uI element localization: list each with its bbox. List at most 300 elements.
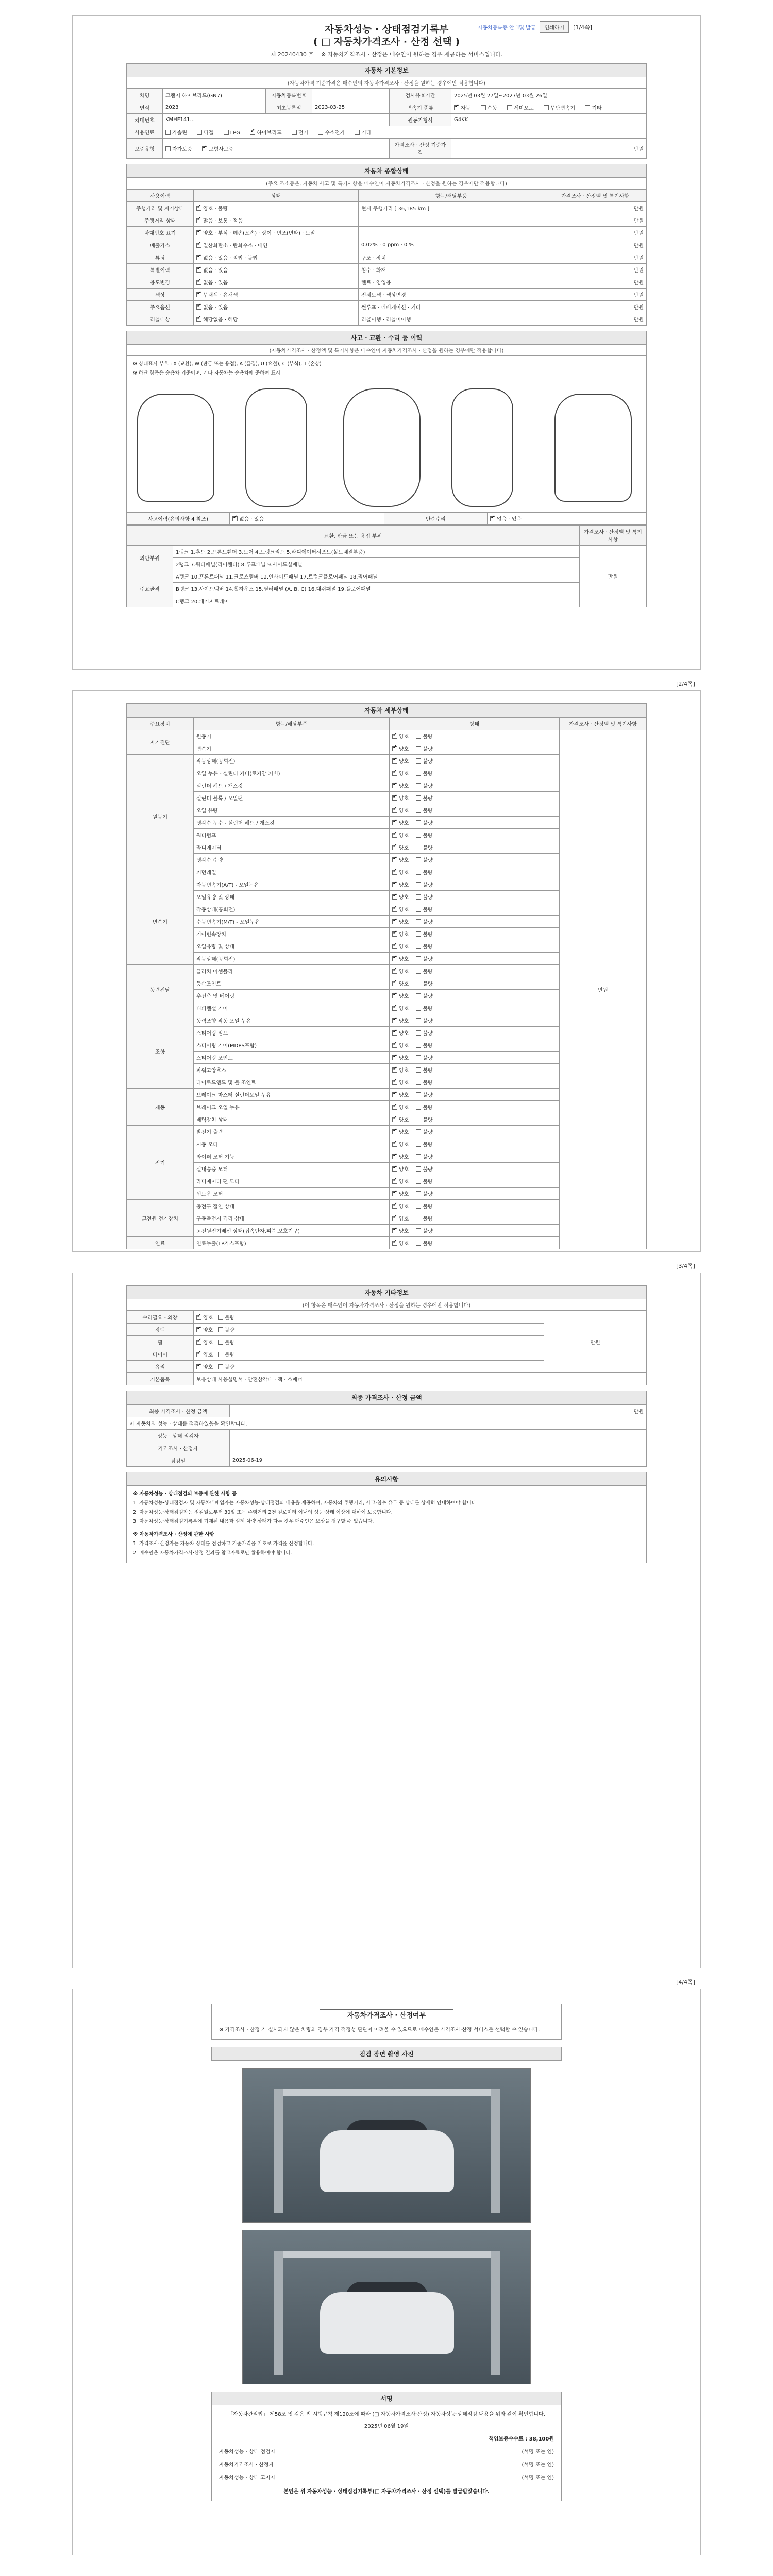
status-col-item: 사용이력 bbox=[127, 190, 194, 202]
checkbox-icon[interactable] bbox=[232, 516, 238, 521]
checkbox-icon[interactable] bbox=[392, 845, 397, 850]
table-row: 리콜대상 ✔ 해당없음 · 해당 리콜이행 · 리콜미이행 만원 bbox=[127, 313, 647, 326]
rankB-parts: B랭크 13.사이드멤버 14.휠하우스 15.필러패널 (A, B, C) 16.대쉬패널 19.플로어패널 bbox=[173, 583, 580, 595]
checkbox-icon[interactable] bbox=[392, 1142, 397, 1147]
checkbox-icon[interactable] bbox=[416, 845, 421, 850]
table-row: 주행거리 및 계기상태 ✔ 양호 · 불량 현재 주행거리 [ 36,185 km ] 만원 bbox=[127, 202, 647, 214]
checkbox-icon[interactable] bbox=[416, 1191, 421, 1196]
inspection-photo-rear bbox=[242, 2230, 531, 2384]
fee-label: 책임보증수수료 bbox=[489, 2436, 524, 2442]
detail-item-state: ✔ 양호 불량 bbox=[390, 1237, 560, 1249]
detail-item-label: 작동상태(공회전) bbox=[194, 953, 390, 965]
checkbox-icon[interactable] bbox=[196, 304, 201, 310]
summary-table bbox=[126, 1404, 647, 1467]
detail-item-state: ✔ 양호 불량 bbox=[390, 730, 560, 742]
checkbox-icon[interactable] bbox=[416, 758, 421, 764]
inspect-date-label: 점검일 bbox=[127, 1454, 230, 1467]
checkbox-icon[interactable] bbox=[416, 1067, 421, 1073]
seal-text: (서명 또는 인) bbox=[522, 2462, 554, 2468]
detail-item-label: 배력장치 상태 bbox=[194, 1113, 390, 1126]
vin-value: KMHF141... bbox=[163, 114, 390, 126]
detail-item-label: 자동변속기(A/T) - 오일누유 bbox=[194, 878, 390, 891]
detail-item-label: 실린더 블록 / 오일팬 bbox=[194, 792, 390, 804]
plate-value bbox=[312, 89, 390, 101]
report-page-4 bbox=[72, 1979, 701, 2555]
checker-value bbox=[230, 1430, 647, 1442]
checkbox-icon[interactable] bbox=[416, 1216, 421, 1221]
checkbox-icon[interactable] bbox=[392, 758, 397, 764]
caution-paragraph: 3. 자동차성능·상태점검기록부에 기재된 내용과 실제 차량 상태가 다른 경우 매수인은 보상을 청구할 수 있습니다. bbox=[133, 1519, 374, 1524]
checkbox-icon[interactable] bbox=[416, 931, 421, 937]
detail-item-state: ✔ 양호 불량 bbox=[390, 755, 560, 767]
other-info-table bbox=[126, 1311, 647, 1385]
detail-item-label: 오일 유량 bbox=[194, 804, 390, 817]
top-toolbar bbox=[478, 21, 592, 33]
detail-item-label: 와이퍼 모터 기능 bbox=[194, 1150, 390, 1163]
detail-item-label: 냉각수 누수 - 실린더 헤드 / 개스킷 bbox=[194, 817, 390, 829]
detail-item-state: ✔ 양호 불량 bbox=[390, 1052, 560, 1064]
checkbox-icon[interactable] bbox=[392, 1080, 397, 1085]
consent-title: 자동차가격조사 · 산정여부 bbox=[320, 2009, 453, 2022]
detail-item-label: 커먼레일 bbox=[194, 866, 390, 878]
checkbox-icon[interactable] bbox=[392, 1166, 397, 1172]
detail-item-label: 충전구 절연 상태 bbox=[194, 1200, 390, 1212]
summary-head: 최종 가격조사 · 산정 금액 bbox=[126, 1391, 647, 1404]
table-row: 휠 ✔ 양호 불량 bbox=[127, 1336, 647, 1348]
checkbox-icon[interactable] bbox=[318, 130, 323, 135]
detail-item-state: ✔ 양호 불량 bbox=[390, 1113, 560, 1126]
detail-item-label: 클러치 어셈블리 bbox=[194, 965, 390, 977]
checkbox-icon[interactable] bbox=[416, 956, 421, 961]
detail-group-label: 동력전달 bbox=[127, 965, 194, 1014]
checkbox-icon[interactable] bbox=[392, 1204, 397, 1209]
checkbox-icon[interactable] bbox=[392, 931, 397, 937]
checkbox-icon[interactable] bbox=[416, 820, 421, 825]
status-head: 자동차 종합상태 bbox=[126, 164, 647, 178]
table-row: 수리필요 - 외장 ✔ 양호 불량 만원 bbox=[127, 1311, 647, 1324]
checkbox-icon[interactable] bbox=[392, 944, 397, 949]
detail-item-state: ✔ 양호 불량 bbox=[390, 878, 560, 891]
page-number: [4/4쪽] bbox=[676, 1979, 695, 1986]
rankC-parts: C랭크 20.패키지트레이 bbox=[173, 595, 580, 607]
validity-label: 검사유효기간 bbox=[390, 89, 451, 101]
detail-item-state: ✔ 양호 불량 bbox=[390, 1039, 560, 1052]
simple-repair-options: 없음 · 있음 bbox=[497, 517, 522, 522]
table-row: 유리 ✔ 양호 불량 bbox=[127, 1361, 647, 1373]
page-number: [3/4쪽] bbox=[676, 1263, 695, 1269]
detail-item-state: ✔ 양호 불량 bbox=[390, 1002, 560, 1014]
checkbox-icon[interactable] bbox=[416, 1092, 421, 1097]
status-note: (주요 조소등은, 자동차 사고 및 특기사항을 매수인이 자동차가격조사 · 산정을 원하는 경우에만 적용합니다) bbox=[126, 178, 647, 189]
detail-item-label: 변속기 bbox=[194, 742, 390, 755]
caution-head: 유의사항 bbox=[126, 1472, 647, 1486]
checkbox-icon[interactable] bbox=[416, 1166, 421, 1172]
price-base-unit: 만원 bbox=[451, 139, 647, 159]
checkbox-icon[interactable] bbox=[165, 146, 171, 151]
car-rear-icon bbox=[451, 388, 513, 507]
first-reg-label: 최초등록일 bbox=[266, 101, 312, 114]
checkbox-icon[interactable] bbox=[392, 870, 397, 875]
detail-item-state: ✔ 양호 불량 bbox=[390, 1225, 560, 1237]
rank1-parts: 1랭크 1.후드 2.프론트휀더 3.도어 4.트렁크리드 5.라디에이터서포트(볼트체결부품) bbox=[173, 546, 580, 558]
detail-item-label: 수동변속기(M/T) - 오일누유 bbox=[194, 916, 390, 928]
checkbox-icon[interactable] bbox=[197, 130, 202, 135]
checkbox-icon[interactable] bbox=[392, 1043, 397, 1048]
checkbox-icon[interactable] bbox=[416, 833, 421, 838]
detail-item-state: ✔ 양호 불량 bbox=[390, 1089, 560, 1101]
checkbox-icon[interactable] bbox=[196, 292, 201, 297]
status-col-detail: 항목/해당부품 bbox=[359, 190, 544, 202]
checkbox-icon[interactable] bbox=[481, 105, 486, 110]
checkbox-icon[interactable] bbox=[507, 105, 512, 110]
inspect-date-value: 2025-06-19 bbox=[230, 1454, 647, 1467]
checkbox-icon[interactable] bbox=[416, 944, 421, 949]
checkbox-icon[interactable] bbox=[392, 795, 397, 801]
checkbox-icon[interactable] bbox=[392, 833, 397, 838]
accident-parts-table bbox=[126, 525, 647, 607]
detail-col-device: 주요장치 bbox=[127, 718, 194, 730]
sign-date: 2025년 06월 19일 bbox=[364, 2424, 409, 2429]
caution-title-1: ※ 자동차성능 · 상태점검의 보증에 관한 사항 등 bbox=[133, 1491, 237, 1497]
checkbox-icon[interactable] bbox=[416, 1154, 421, 1159]
detail-item-label: 스티어링 조인트 bbox=[194, 1052, 390, 1064]
parts-price-head: 가격조사 · 산정액 및 특기사항 bbox=[580, 526, 647, 546]
checkbox-icon[interactable] bbox=[416, 870, 421, 875]
checkbox-icon[interactable] bbox=[392, 808, 397, 813]
checkbox-icon[interactable] bbox=[392, 771, 397, 776]
checkbox-icon[interactable] bbox=[544, 105, 549, 110]
consent-text: ※ 가격조사 · 산정 가 실시되지 않은 차량의 경우 가격 적정성 판단이 어려울 수 있으므로 매수인은 가격조사·산정 서비스를 선택할 수 있습니다. bbox=[219, 2027, 540, 2033]
checkbox-icon[interactable] bbox=[392, 956, 397, 961]
accident-history-options: 없음 · 있음 bbox=[239, 517, 264, 522]
detail-item-state: ✔ 양호 불량 bbox=[390, 1014, 560, 1027]
rankA-parts: A랭크 10.프론트패널 11.크로스멤버 12.인사이드패널 17.트렁크플로어패널 18.리어패널 bbox=[173, 570, 580, 583]
checkbox-icon[interactable] bbox=[392, 1154, 397, 1159]
detail-item-label: 실린더 헤드 / 개스킷 bbox=[194, 779, 390, 792]
checkbox-icon[interactable] bbox=[392, 1191, 397, 1196]
detail-item-label: 오일 누유 - 실린더 커버(로커암 커버) bbox=[194, 767, 390, 779]
checkbox-icon[interactable] bbox=[416, 1055, 421, 1060]
detail-group-label: 전기 bbox=[127, 1126, 194, 1200]
checkbox-icon[interactable] bbox=[416, 1006, 421, 1011]
table-row: 광택 ✔ 양호 불량 bbox=[127, 1324, 647, 1336]
detail-item-label: 브레이크 마스터 실린더오일 누유 bbox=[194, 1089, 390, 1101]
year-label: 연식 bbox=[127, 101, 163, 114]
checkbox-icon[interactable] bbox=[218, 1364, 223, 1369]
checkbox-icon[interactable] bbox=[392, 1067, 397, 1073]
checkbox-icon[interactable] bbox=[416, 1204, 421, 1209]
checkbox-icon[interactable] bbox=[392, 1092, 397, 1097]
checkbox-icon[interactable] bbox=[392, 1241, 397, 1246]
car-name-label: 차명 bbox=[127, 89, 163, 101]
status-col-price: 가격조사 · 산정액 및 특기사항 bbox=[544, 190, 647, 202]
detail-item-label: 라디에이터 bbox=[194, 841, 390, 854]
summary-law-note: 이 자동차의 성능 · 상태를 점검하였음을 확인합니다. bbox=[127, 1417, 647, 1430]
rank2-parts: 2랭크 7.쿼터패널(리어휀더) 8.루프패널 9.사이드실패널 bbox=[173, 558, 580, 570]
checkbox-icon[interactable] bbox=[416, 993, 421, 998]
detail-item-label: 시동 모터 bbox=[194, 1138, 390, 1150]
detail-item-label: 발전기 출력 bbox=[194, 1126, 390, 1138]
checkbox-icon[interactable] bbox=[392, 857, 397, 862]
detail-group-label: 고전원 전기장치 bbox=[127, 1200, 194, 1237]
detail-item-state: ✔ 양호 불량 bbox=[390, 779, 560, 792]
checkbox-icon[interactable] bbox=[416, 1179, 421, 1184]
plate-label: 자동차등록번호 bbox=[266, 89, 312, 101]
checkbox-icon[interactable] bbox=[416, 783, 421, 788]
checkbox-icon[interactable] bbox=[218, 1352, 223, 1357]
engine-value: G4KK bbox=[451, 114, 647, 126]
checkbox-icon[interactable] bbox=[392, 1129, 397, 1134]
detail-item-state: ✔ 양호 불량 bbox=[390, 1027, 560, 1039]
checkbox-icon[interactable] bbox=[196, 267, 201, 273]
checkbox-icon[interactable] bbox=[392, 1018, 397, 1023]
consent-box bbox=[211, 2004, 562, 2040]
detail-table bbox=[126, 717, 647, 1249]
detail-item-state: ✔ 양호 불량 bbox=[390, 1101, 560, 1113]
car-side-left-icon bbox=[137, 394, 214, 502]
checkbox-icon[interactable] bbox=[416, 894, 421, 900]
role-checker: 자동차성능 · 상태 점검자 bbox=[219, 2449, 276, 2455]
caution-paragraph: 2. 자동차성능·상태점검자는 점검일로부터 30일 또는 주행거리 2천 킬로미터 이내의 성능·상태 이상에 대하여 보증합니다. bbox=[133, 1510, 393, 1515]
detail-item-label: 브레이크 오일 누유 bbox=[194, 1101, 390, 1113]
checkbox-icon[interactable] bbox=[392, 734, 397, 739]
detail-price-unit: 만원 bbox=[560, 730, 647, 1249]
checkbox-icon[interactable] bbox=[416, 795, 421, 801]
checkbox-icon[interactable] bbox=[218, 1315, 223, 1320]
detail-item-label: 작동상태(공회전) bbox=[194, 903, 390, 916]
detail-item-state: ✔ 양호 불량 bbox=[390, 891, 560, 903]
checkbox-icon[interactable] bbox=[165, 130, 171, 135]
detail-item-state: ✔ 양호 불량 bbox=[390, 990, 560, 1002]
registration-link[interactable]: 자동차등록증 안내및 발급 bbox=[477, 25, 536, 31]
checkbox-icon[interactable] bbox=[416, 882, 421, 887]
caution-paragraph: 1. 가격조사·산정자는 자동차 상태를 점검하고 기준가격을 기초로 가격을 산정합니다. bbox=[133, 1541, 314, 1547]
checkbox-icon[interactable] bbox=[490, 516, 495, 521]
table-row: 배출가스 ✔ 일산화탄소 · 탄화수소 · 매연 0.02% · 0 ppm · 0 % 만원 bbox=[127, 239, 647, 251]
checkbox-icon[interactable] bbox=[392, 919, 397, 924]
detail-group-label: 자기진단 bbox=[127, 730, 194, 755]
checkbox-icon[interactable] bbox=[196, 230, 201, 235]
detail-item-state: ✔ 양호 불량 bbox=[390, 1212, 560, 1225]
checkbox-icon[interactable] bbox=[416, 1030, 421, 1036]
checkbox-icon[interactable] bbox=[416, 981, 421, 986]
frame-label: 주요골격 bbox=[127, 570, 173, 607]
detail-item-state: ✔ 양호 불량 bbox=[390, 792, 560, 804]
checkbox-icon[interactable] bbox=[416, 1105, 421, 1110]
table-row: 주요옵션 ✔ 없음 · 있음 썬루프 · 네비게이션 · 기타 만원 bbox=[127, 301, 647, 313]
fee-value: 38,100원 bbox=[529, 2436, 554, 2442]
detail-item-state: ✔ 양호 불량 bbox=[390, 1076, 560, 1089]
detail-item-state: ✔ 양호 불량 bbox=[390, 854, 560, 866]
detail-item-state: ✔ 양호 불량 bbox=[390, 965, 560, 977]
detail-col-price: 가격조사 · 산정액 및 특기사항 bbox=[560, 718, 647, 730]
other-info-note: (이 항목은 매수인이 자동차가격조사 · 산정을 원하는 경우에만 적용합니다) bbox=[126, 1299, 647, 1311]
vin-label: 차대번호 bbox=[127, 114, 163, 126]
detail-item-state: ✔ 양호 불량 bbox=[390, 953, 560, 965]
checkbox-icon[interactable] bbox=[392, 1228, 397, 1233]
checkbox-icon[interactable] bbox=[416, 969, 421, 974]
checkbox-icon[interactable] bbox=[416, 1018, 421, 1023]
checkbox-icon[interactable] bbox=[392, 783, 397, 788]
checkbox-icon[interactable] bbox=[392, 1030, 397, 1036]
checkbox-icon[interactable] bbox=[196, 218, 201, 223]
detail-item-label: 추진축 및 베어링 bbox=[194, 990, 390, 1002]
checkbox-icon[interactable] bbox=[392, 1216, 397, 1221]
basic-info-table bbox=[126, 89, 647, 159]
detail-item-state: ✔ 양호 불량 bbox=[390, 1175, 560, 1188]
detail-item-label: 타이로드엔드 및 볼 조인트 bbox=[194, 1076, 390, 1089]
checkbox-icon[interactable] bbox=[392, 907, 397, 912]
table-row: 용도변경 ✔ 없음 · 있음 렌트 · 영업용 만원 bbox=[127, 276, 647, 289]
checkbox-icon[interactable] bbox=[416, 919, 421, 924]
page-number: [1/4쪽] bbox=[573, 24, 592, 31]
checkbox-icon[interactable] bbox=[218, 1340, 223, 1345]
checkbox-icon[interactable] bbox=[392, 894, 397, 900]
checkbox-icon[interactable] bbox=[416, 1129, 421, 1134]
detail-item-label: 스티어링 기어(MDPS포함) bbox=[194, 1039, 390, 1052]
checkbox-icon[interactable] bbox=[355, 130, 360, 135]
checkbox-icon[interactable] bbox=[416, 746, 421, 751]
table-row: 차대번호 표기 ✔ 양호 · 부식 · 훼손(오손) · 상이 · 변조(변타) · 도말 만원 bbox=[127, 227, 647, 239]
table-row bbox=[127, 730, 647, 742]
checkbox-icon[interactable] bbox=[196, 1352, 201, 1357]
accident-summary bbox=[126, 512, 647, 525]
detail-col-item: 항목/해당부품 bbox=[194, 718, 390, 730]
checkbox-icon[interactable] bbox=[392, 1055, 397, 1060]
detail-item-state: ✔ 양호 불량 bbox=[390, 1200, 560, 1212]
detail-head: 자동차 세부상태 bbox=[126, 703, 647, 717]
detail-item-state: ✔ 양호 불량 bbox=[390, 1188, 560, 1200]
table-row: 기본품목 보유상태 사용설명서 · 안전삼각대 · 잭 · 스패너 bbox=[127, 1373, 647, 1385]
table-row: 색상 ✔ 무채색 · 유채색 전체도색 · 색상변경 만원 bbox=[127, 289, 647, 301]
page-number: [2/4쪽] bbox=[676, 681, 695, 687]
checkbox-icon[interactable] bbox=[392, 820, 397, 825]
checkbox-icon[interactable] bbox=[454, 105, 459, 110]
year-value: 2023 bbox=[163, 101, 266, 114]
checkbox-icon[interactable] bbox=[585, 105, 590, 110]
checkbox-icon[interactable] bbox=[392, 1006, 397, 1011]
checkbox-icon[interactable] bbox=[196, 317, 201, 322]
checkbox-icon[interactable] bbox=[196, 255, 201, 260]
checkbox-icon[interactable] bbox=[196, 280, 201, 285]
detail-item-state: ✔ 양호 불량 bbox=[390, 903, 560, 916]
detail-item-label: 구동축전지 격리 상태 bbox=[194, 1212, 390, 1225]
inspector-label: 가격조사 · 산정자 bbox=[127, 1442, 230, 1454]
report-title-sub: ( □ 자동차가격조사 · 산정 선택 ) bbox=[313, 36, 460, 47]
checkbox-icon[interactable] bbox=[292, 130, 297, 135]
accident-head: 사고 · 교환 · 수리 등 이력 bbox=[126, 331, 647, 345]
checkbox-icon[interactable] bbox=[416, 1043, 421, 1048]
detail-col-state: 상태 bbox=[390, 718, 560, 730]
seal-text: (서명 또는 인) bbox=[522, 2475, 554, 2481]
caution-paragraph: 2. 매수인은 자동차가격조사·산정 결과를 참고자료로만 활용하여야 합니다. bbox=[133, 1550, 292, 1556]
checkbox-icon[interactable] bbox=[416, 1117, 421, 1122]
checkbox-icon[interactable] bbox=[202, 146, 207, 151]
fuel-options: 가솔린 디젤 LPG ✔ 하이브리드 전기 수소전기 기타 bbox=[163, 126, 647, 139]
checkbox-icon[interactable] bbox=[218, 1327, 223, 1332]
detail-item-state: ✔ 양호 불량 bbox=[390, 804, 560, 817]
detail-item-state: ✔ 양호 불량 bbox=[390, 1138, 560, 1150]
checkbox-icon[interactable] bbox=[196, 1340, 201, 1345]
photo-head: 점검 장면 촬영 사진 bbox=[211, 2047, 562, 2061]
footer-text: 본인은 위 자동차성능 · 상태점검기록부(□ 자동차가격조사 · 산정 선택)를 발급받았습니다. bbox=[283, 2489, 490, 2495]
sign-head: 서명 bbox=[211, 2392, 562, 2405]
detail-item-state: ✔ 양호 불량 bbox=[390, 928, 560, 940]
detail-item-label: 워터펌프 bbox=[194, 829, 390, 841]
checkbox-icon[interactable] bbox=[416, 734, 421, 739]
checkbox-icon[interactable] bbox=[392, 993, 397, 998]
inspector-value bbox=[230, 1442, 647, 1454]
detail-group-label: 제동 bbox=[127, 1089, 194, 1126]
status-table bbox=[126, 189, 647, 326]
inspection-photo-front bbox=[242, 2068, 531, 2223]
print-button[interactable]: 인쇄하기 bbox=[540, 21, 569, 33]
checkbox-icon[interactable] bbox=[416, 1142, 421, 1147]
checkbox-icon[interactable] bbox=[416, 1241, 421, 1246]
detail-item-label: 동력조향 작동 오일 누유 bbox=[194, 1014, 390, 1027]
detail-item-label: 파워고압호스 bbox=[194, 1064, 390, 1076]
checkbox-icon[interactable] bbox=[392, 1179, 397, 1184]
detail-item-label: 오일유량 및 상태 bbox=[194, 891, 390, 903]
checkbox-icon[interactable] bbox=[196, 1364, 201, 1369]
checkbox-icon[interactable] bbox=[250, 130, 255, 135]
detail-item-label: 등속조인트 bbox=[194, 977, 390, 990]
checkbox-icon[interactable] bbox=[416, 907, 421, 912]
table-row: 특별이력 ✔ 없음 · 있음 침수 · 화재 만원 bbox=[127, 264, 647, 276]
checkbox-icon[interactable] bbox=[416, 857, 421, 862]
detail-group-label: 조향 bbox=[127, 1014, 194, 1089]
detail-item-label: 작동상태(공회전) bbox=[194, 755, 390, 767]
detail-item-label: 스티어링 펌프 bbox=[194, 1027, 390, 1039]
detail-item-label: 실내송풍 모터 bbox=[194, 1163, 390, 1175]
sign-box: 「자동차관리법」 제58조 및 같은 법 시행규칙 제120조에 따라 (□ 자동차가격조사·산정) 자동차성능·상태점검 내용을 위와 같이 확인합니다. 2025년 06월 19일 책임보증수수료 : 38,100원 자동차성능 · 상태 점검자 (서명 또는 인) 자동차가격조사 · 산정자 (서명 또는 인) 자동차성능 · 상태 고지자 (서명 또는 인) 본인은 위 자동차성능 · 상태점검기록부(□ 자동차가격조사 · 산정 선택)를 발급받았습니다. bbox=[211, 2405, 562, 2501]
parts-price-unit: 만원 bbox=[580, 546, 647, 607]
checkbox-icon[interactable] bbox=[196, 1315, 201, 1320]
checkbox-icon[interactable] bbox=[196, 206, 201, 211]
sign-text: 「자동차관리법」 제58조 및 같은 법 시행규칙 제120조에 따라 (□ 자동차가격조사·산정) 자동차성능·상태점검 내용을 위와 같이 확인합니다. bbox=[228, 2412, 545, 2417]
checkbox-icon[interactable] bbox=[392, 1117, 397, 1122]
detail-item-state: ✔ 양호 불량 bbox=[390, 829, 560, 841]
checkbox-icon[interactable] bbox=[196, 1327, 201, 1332]
checkbox-icon[interactable] bbox=[392, 969, 397, 974]
checkbox-icon[interactable] bbox=[392, 981, 397, 986]
checkbox-icon[interactable] bbox=[196, 243, 201, 248]
caution-paragraph: 1. 자동차성능·상태점검자 및 자동차매매업자는 자동차성능·상태점검의 내용을 제공하며, 자동차의 주행거리, 사고·침수 유무 등 상태를 상세히 안내하여야 합니다. bbox=[133, 1500, 478, 1506]
report-subtitle-note: ※ 자동차가격조사 · 산정은 매수인이 원하는 경우 제공하는 서비스입니다. bbox=[321, 51, 503, 58]
checkbox-icon[interactable] bbox=[392, 746, 397, 751]
detail-item-label: 냉각수 수량 bbox=[194, 854, 390, 866]
checkbox-icon[interactable] bbox=[416, 1228, 421, 1233]
parts-table-head: 교환, 판금 또는 용접 부위 bbox=[127, 526, 580, 546]
checkbox-icon[interactable] bbox=[416, 808, 421, 813]
checker-label: 성능 · 상태 점검자 bbox=[127, 1430, 230, 1442]
gearbox-options: ✔ 자동 수동 세미오토 무단변속기 기타 bbox=[451, 101, 647, 114]
seal-text: (서명 또는 인) bbox=[522, 2449, 554, 2455]
accident-note: (자동차가격조사 · 산정액 및 특기사항은 매수인이 자동차가격조사 · 산정을 원하는 경우에만 적용합니다) bbox=[126, 345, 647, 356]
detail-item-label: 고전원전기배선 상태(접속단자,피복,보호기구) bbox=[194, 1225, 390, 1237]
checkbox-icon[interactable] bbox=[392, 1105, 397, 1110]
detail-group-label: 원동기 bbox=[127, 755, 194, 878]
other-info-head: 자동차 기타정보 bbox=[126, 1285, 647, 1299]
price-base-label: 가격조사 · 산정 기준가격 bbox=[390, 139, 451, 159]
validity-value: 2025년 03월 27일~2027년 03월 26일 bbox=[451, 89, 647, 101]
checkbox-icon[interactable] bbox=[416, 771, 421, 776]
checkbox-icon[interactable] bbox=[392, 882, 397, 887]
checkbox-icon[interactable] bbox=[224, 130, 229, 135]
detail-item-state: ✔ 양호 불량 bbox=[390, 841, 560, 854]
checkbox-icon[interactable] bbox=[416, 1080, 421, 1085]
accident-legend-2: ※ 하단 항목은 승용차 기준이며, 기타 자동차는 승용차에 준하여 표시 bbox=[133, 370, 280, 376]
